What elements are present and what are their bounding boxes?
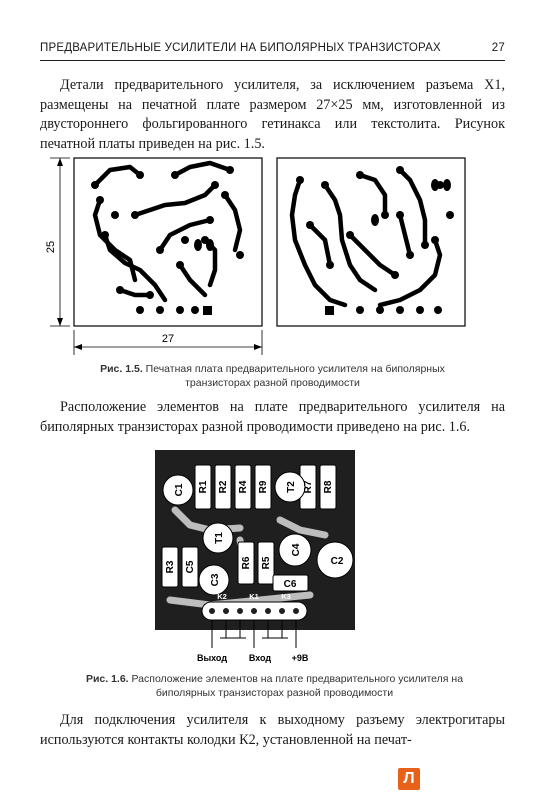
label-input: Вход (248, 653, 272, 663)
label-output: Выход (196, 653, 228, 663)
label-r6: R6 (241, 556, 252, 570)
label-c6: C6 (283, 579, 297, 590)
label-r5: R5 (261, 556, 272, 570)
figure-1-5-label: Рис. 1.5. (100, 363, 143, 375)
paragraph-3: Для подключения усилителя к выходному разъему электрогитары используются контакты колодки К2, установленной на печат- (40, 712, 505, 748)
label-r1: R1 (198, 480, 209, 494)
label-c3: C3 (210, 573, 221, 587)
figure-1-6-caption (82, 673, 467, 700)
label-r2: R2 (218, 480, 229, 494)
figure-1-5-pcb (40, 155, 470, 365)
figure-1-6-layout (150, 450, 365, 668)
label-t2: T2 (286, 481, 297, 493)
header-rule (40, 60, 505, 61)
label-c1: C1 (174, 483, 185, 497)
label-c4: C4 (291, 543, 302, 557)
label-c5: C5 (185, 560, 196, 574)
label-c2: C2 (330, 556, 344, 567)
label-r3: R3 (165, 560, 176, 574)
paragraph-1: Детали предварительного усилителя, за исключением разъема X1, размещены на печатной плате размером 27×25 мм, изготовленной из двустороннего фольгированного гетинакса или текстолита. Рисунок печатной платы приведен на рис. 1.5. (40, 77, 505, 152)
label-r8: R8 (323, 480, 334, 494)
label-r9: R9 (258, 480, 269, 494)
figure-1-5-caption-text: Печатная плата предварительного усилителя на биполярных транзисторах разной проводимости (145, 363, 445, 389)
label-r4: R4 (238, 480, 249, 494)
dimension-width: 27 (161, 333, 175, 345)
pcb-right-traces (292, 170, 440, 305)
figure-1-5-caption (75, 363, 470, 390)
running-head-title: ПРЕДВАРИТЕЛЬНЫЕ УСИЛИТЕЛИ НА БИПОЛЯРНЫХ ТРАНЗИСТОРАХ (40, 42, 441, 54)
label-k2: K2 (217, 592, 227, 601)
paragraph-2: Расположение элементов на плате предварительного усилителя на биполярных транзисторах разной проводимости приведено на рис. 1.6. (40, 399, 505, 435)
label-power: +9В (291, 653, 309, 663)
page-number: 27 (491, 42, 505, 54)
running-head (40, 42, 505, 60)
label-t1: T1 (214, 532, 225, 544)
publisher-logo: Л (398, 768, 420, 790)
figure-1-6-label: Рис. 1.6. (85, 673, 129, 685)
figure-1-6-caption-text: Расположение элементов на плате предварительного усилителя на биполярных транзисторах разной проводимости (131, 673, 464, 699)
dimension-height: 25 (45, 240, 57, 254)
label-k1: K1 (249, 592, 259, 601)
label-r7: R7 (303, 480, 314, 494)
label-k3: K3 (281, 592, 291, 601)
